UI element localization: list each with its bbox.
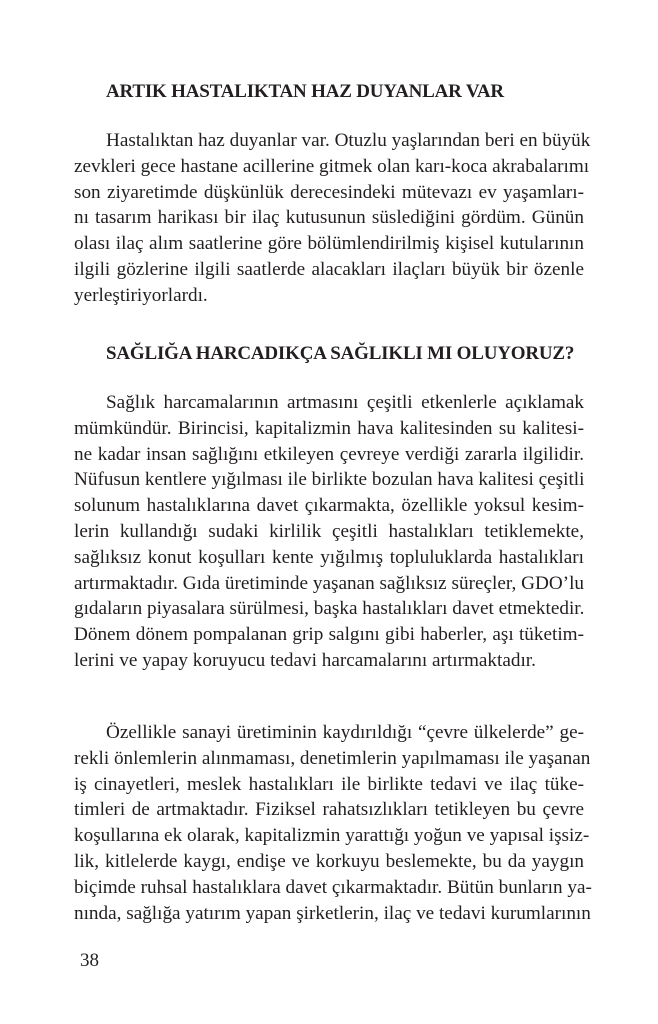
text-line: mümkündür. Birincisi, kapitalizmin hava kalitesinden su kalitesi- (74, 417, 584, 439)
text-line: Özellikle sanayi üretiminin kaydırıldığı “çevre ülkelerde” ge- (106, 722, 584, 743)
text-line: nında, sağlığa yatırım yapan şirketlerin, ilaç ve tedavi kurumlarının (74, 902, 591, 924)
text-line: nı tasarım harikası bir ilaç kutusunun süslediğini gördüm. Günün (74, 207, 584, 229)
section-heading: ARTIK HASTALIKTAN HAZ DUYANLAR VAR (106, 81, 504, 102)
text-line: Dönem dönem pompalanan grip salgını gibi haberler, aşı tüketim- (74, 624, 584, 646)
text-line: lerini ve yapay koruyucu tedavi harcamalarını artırmaktadır. (74, 649, 536, 671)
text-line: Sağlık harcamalarının artmasını çeşitli etkenlerle açıklamak (106, 392, 584, 413)
text-line: ilgili gözlerine ilgili saatlerde alacakları ilaçları büyük bir özenle (74, 258, 584, 280)
text-line: gıdaların piyasalara sürülmesi, başka hastalıkları davet etmektedir. (74, 598, 585, 620)
text-line: biçimde ruhsal hastalıklara davet çıkarmaktadır. Bütün bunların ya- (74, 876, 592, 898)
section-heading: SAĞLIĞA HARCADIKÇA SAĞLIKLI MI OLUYORUZ? (106, 343, 575, 364)
paragraph (74, 128, 591, 309)
text-line: lerin kullandığı sudaki kirlilik çeşitli hastalıkları tetiklemekte, (74, 520, 584, 542)
text-line: koşullarına ek olarak, kapitalizmin yarattığı yoğun ve yapısal işsiz- (74, 825, 590, 847)
text-line: iş cinayetleri, meslek hastalıkları ile birlikte tedavi ve ilaç tüke- (74, 773, 584, 795)
text-line: lik, kitlelerde kaygı, endişe ve korkuyu beslemekte, bu da yaygın (74, 850, 584, 872)
text-line: Nüfusun kentlere yığılması ile birlikte bozulan hava kalitesi çeşitli (74, 469, 585, 491)
text-line: sağlıksız konut koşulları kente yığılmış topluluklarda hastalıkları (74, 546, 584, 568)
text-line: artırmaktadır. Gıda üretiminde yaşanan sağlıksız süreçler, GDO’lu (74, 572, 584, 594)
text-line: yerleştiriyorlardı. (74, 284, 208, 306)
text-line: Hastalıktan haz duyanlar var. Otuzlu yaşlarından beri en büyük (106, 130, 591, 151)
paragraph (74, 720, 592, 926)
page-number: 38 (80, 950, 99, 971)
text-line: solunum hastalıklarına davet çıkarmakta, özellikle yoksul kesim- (74, 495, 584, 517)
paragraph (74, 390, 584, 674)
text-line: ne kadar insan sağlığını etkileyen çevreye verdiği zararla ilgilidir. (74, 443, 584, 465)
text-line: zevkleri gece hastane acillerine gitmek olan karı-koca akrabalarımı (74, 155, 590, 177)
text-line: olası ilaç alım saatlerine göre bölümlendirilmiş kişisel kutularının (74, 233, 584, 255)
text-line: timleri de artmaktadır. Fiziksel rahatsızlıkları tetikleyen bu çevre (74, 799, 584, 821)
text-line: son ziyaretimde düşkünlük derecesindeki mütevazı ev yaşamları- (74, 181, 584, 203)
text-line: rekli önlemlerin alınmaması, denetimlerin yapılmaması ile yaşanan (74, 747, 591, 769)
